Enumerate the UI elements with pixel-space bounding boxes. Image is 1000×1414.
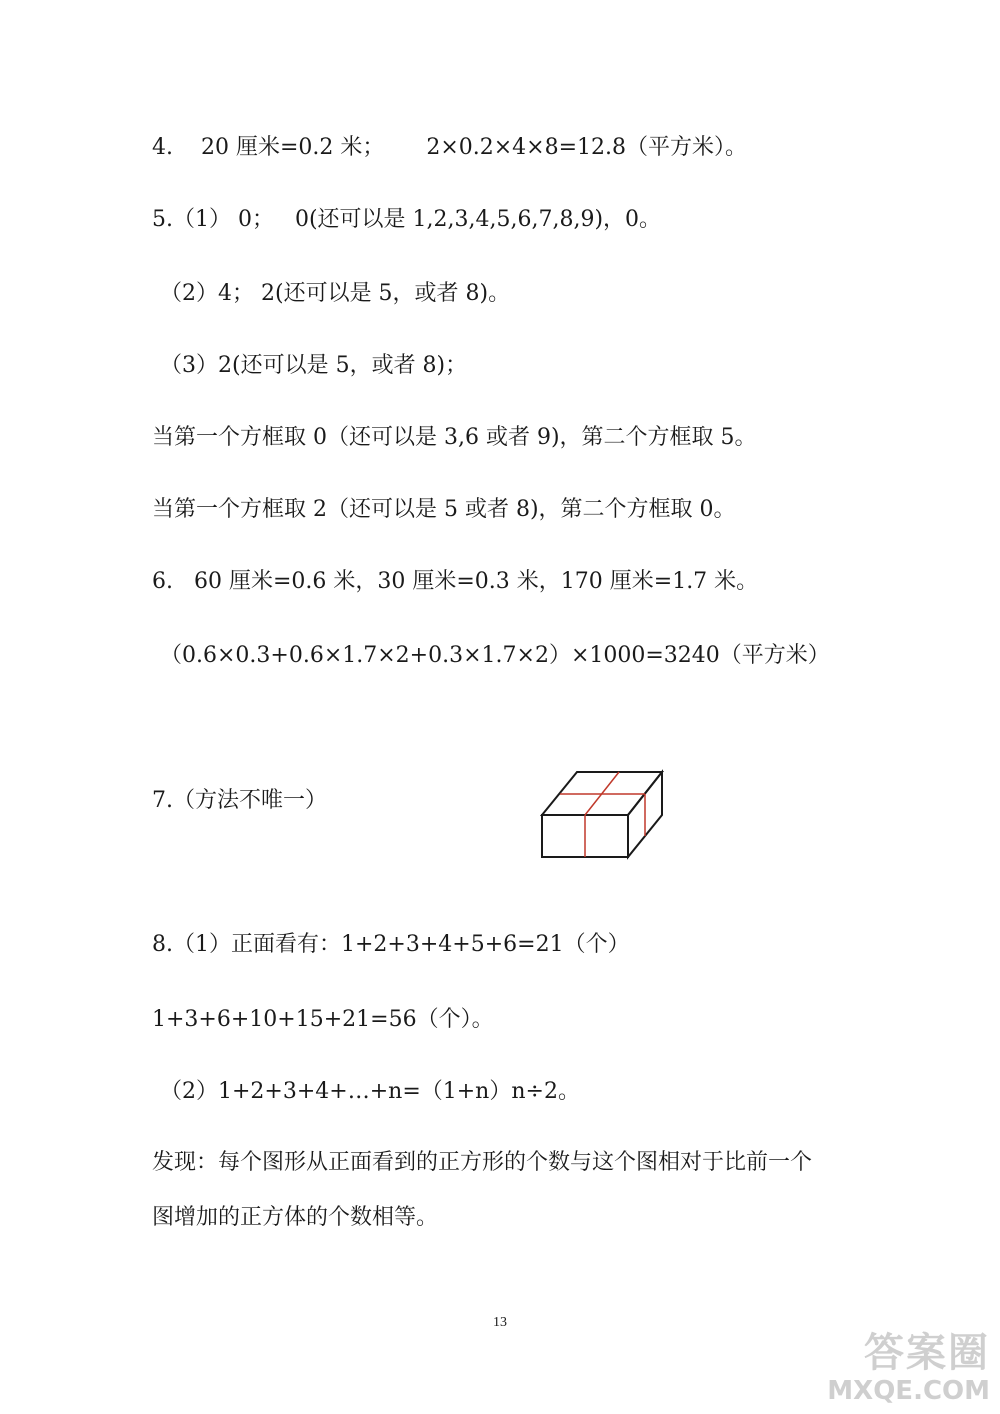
answer-5-2: （2）4； 2(还可以是 5，或者 8)。 bbox=[160, 281, 511, 306]
answer-5-1: 5.（1） 0； 0(还可以是 1,2,3,4,5,6,7,8,9)，0。 bbox=[152, 207, 662, 232]
answer-6-formula: （0.6×0.3+0.6×1.7×2+0.3×1.7×2）×1000=3240（平方米） bbox=[160, 643, 830, 668]
answer-8-1-total: 1+3+6+10+15+21=56（个）。 bbox=[152, 1007, 494, 1032]
answer-7: 7.（方法不唯一） bbox=[152, 788, 327, 813]
answer-8-2: （2）1+2+3+4+…+n=（1+n）n÷2。 bbox=[160, 1079, 580, 1104]
answer-5-3-case-b: 当第一个方框取 2（还可以是 5 或者 8)，第二个方框取 0。 bbox=[152, 497, 736, 522]
finding-line-2: 图增加的正方体的个数相等。 bbox=[152, 1205, 439, 1230]
page-number: 13 bbox=[493, 1315, 507, 1330]
watermark-logo bbox=[815, 1321, 990, 1406]
answer-8-1: 8.（1）正面看有：1+2+3+4+5+6=21（个） bbox=[152, 932, 630, 957]
finding-line-1: 发现：每个图形从正面看到的正方形的个数与这个图相对于比前一个 bbox=[152, 1150, 813, 1175]
watermark-url: MXQE.COM bbox=[827, 1376, 990, 1406]
watermark-text: 答案圈 bbox=[864, 1330, 990, 1376]
answer-6: 6. 60 厘米=0.6 米，30 厘米=0.3 米，170 厘米=1.7 米。 bbox=[152, 569, 759, 594]
answer-5-3: （3）2(还可以是 5，或者 8)； bbox=[160, 353, 468, 378]
answer-4: 4. 20 厘米=0.2 米； 2×0.2×4×8=12.8（平方米）。 bbox=[152, 135, 748, 160]
answer-5-3-case-a: 当第一个方框取 0（还可以是 3,6 或者 9)，第二个方框取 5。 bbox=[152, 425, 757, 450]
gift-box-ribbon-figure bbox=[530, 760, 670, 865]
